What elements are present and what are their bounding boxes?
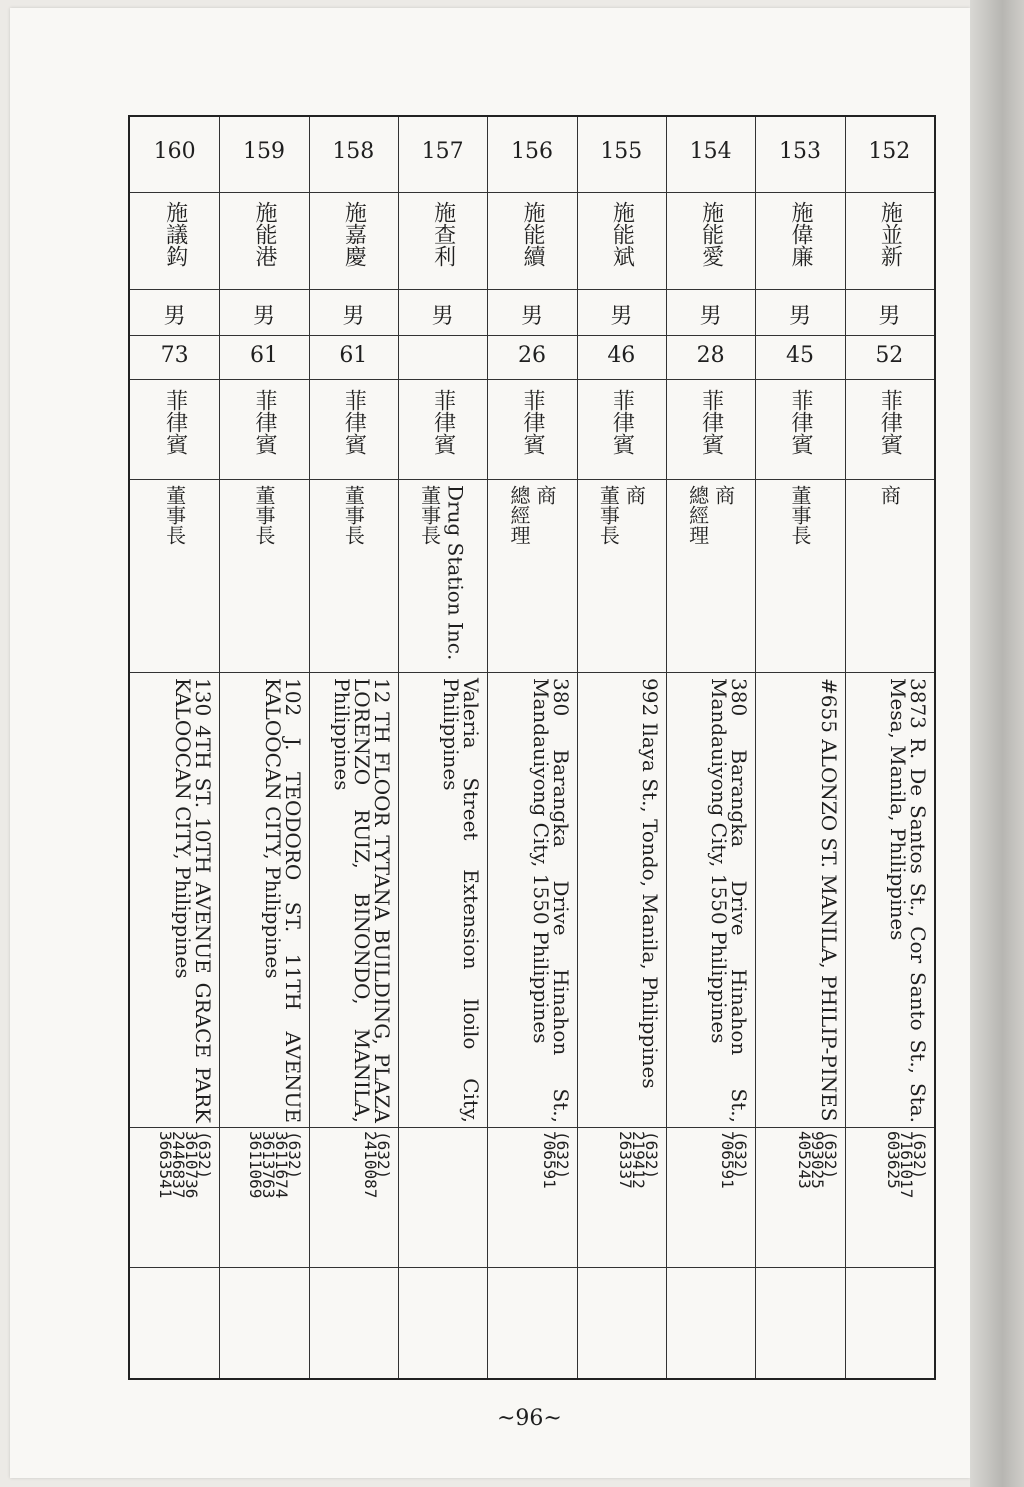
member-phone: (632) 7161017 603625 [883, 1131, 929, 1199]
table-row [845, 117, 934, 1378]
member-name: 施議鈎 [162, 201, 188, 267]
member-nationality: 菲律賓 [787, 389, 813, 455]
member-address: 992 Ilaya St., Tondo, Manila, Philippines [637, 678, 662, 1089]
member-address: 380 Barangka Drive Hinahon St., Mandauiyong City, 1550 Philippines [707, 678, 752, 1130]
member-title: 董事長 [787, 485, 812, 545]
member-name: 施偉廉 [787, 201, 813, 267]
member-age: 73 [160, 343, 189, 368]
member-sex: 男 [431, 304, 454, 329]
member-nationality: 菲律賓 [341, 389, 367, 455]
row-number: 156 [510, 139, 553, 164]
member-title: 商 總經理 [685, 485, 736, 545]
member-name: 施嘉慶 [341, 201, 367, 267]
member-nationality: 菲律賓 [251, 389, 277, 455]
row-number: 159 [242, 139, 285, 164]
member-sex: 男 [699, 304, 722, 329]
member-name: 施能愛 [698, 201, 724, 267]
table-row [130, 117, 219, 1378]
table-row [577, 117, 666, 1378]
member-sex: 男 [342, 304, 365, 329]
member-phone: (632) 993025 405243 [794, 1131, 840, 1189]
table-row [755, 117, 844, 1378]
table-row [219, 117, 308, 1378]
member-nationality: 菲律賓 [162, 389, 188, 455]
row-number: 160 [153, 139, 196, 164]
page-edge [970, 0, 1024, 1487]
member-phone: (632) 3610736 2446837 3663541 [156, 1131, 215, 1199]
member-phone [400, 1131, 479, 1265]
member-nationality: 菲律賓 [519, 389, 545, 455]
table-row [398, 117, 487, 1378]
page-number: ~96~ [497, 1406, 562, 1431]
member-table [128, 115, 936, 1380]
member-name: 施能港 [251, 201, 277, 267]
member-age: 26 [517, 343, 546, 368]
member-nationality: 菲律賓 [609, 389, 635, 455]
member-nationality: 菲律賓 [877, 389, 903, 455]
member-phone: (632) 2410087 [360, 1131, 393, 1199]
table-row [666, 117, 755, 1378]
member-title: 商 [877, 485, 902, 505]
member-phone: (632) 706591 [718, 1131, 751, 1189]
member-sex: 男 [610, 304, 633, 329]
member-phone: (632) 3611674 3613763 3611069 [245, 1131, 304, 1199]
member-nationality: 菲律賓 [430, 389, 456, 455]
member-address: 12 TH FLOOR TYTANA BUILDING, PLAZA LORENZO RUIZ, BINONDO, MANILA, Philippines [329, 678, 394, 1130]
member-name: 施能斌 [609, 201, 635, 267]
member-name: 施查利 [430, 201, 456, 267]
member-address: Valeria Street Extension Iloilo City, Philippines [439, 678, 484, 1130]
member-phone: (632) 219412 263337 [615, 1131, 661, 1189]
row-number: 152 [868, 139, 911, 164]
member-age: 52 [875, 343, 904, 368]
member-sex: 男 [520, 304, 543, 329]
member-age: 61 [249, 343, 278, 368]
table-row [487, 117, 576, 1378]
member-nationality: 菲律賓 [698, 389, 724, 455]
member-name: 施能續 [519, 201, 545, 267]
member-phone: (632) 706591 [539, 1131, 572, 1189]
member-age: 28 [696, 343, 725, 368]
member-sex: 男 [788, 304, 811, 329]
member-name: 施並新 [877, 201, 903, 267]
member-address: 102 J. TEODORO ST. 11TH AVENUE KALOOCAN CITY, Philippines [260, 678, 305, 1130]
member-age: 45 [785, 343, 814, 368]
member-age: 46 [607, 343, 636, 368]
member-address: 380 Barangka Drive Hinahon St., Mandauiyong City, 1550 Philippines [528, 678, 573, 1130]
member-title: Drug Station Inc. 董事長 [417, 485, 468, 661]
table-row [309, 117, 398, 1378]
row-number: 155 [600, 139, 643, 164]
row-number: 154 [689, 139, 732, 164]
member-sex: 男 [252, 304, 275, 329]
member-title: 董事長 [341, 485, 366, 545]
member-title: 董事長 [162, 485, 187, 545]
member-title: 董事長 [251, 485, 276, 545]
row-number: 157 [421, 139, 464, 164]
member-age: 61 [339, 343, 368, 368]
member-sex: 男 [878, 304, 901, 329]
member-sex: 男 [163, 304, 186, 329]
member-address: 130 4TH ST. 10TH AVENUE GRACE PARK KALOOCAN CITY, Philippines [171, 678, 216, 1130]
member-address: #655 ALONZO ST. MANILA, PHILIP-PINES [816, 678, 841, 1122]
member-title: 商 董事長 [596, 485, 647, 545]
member-address: 3873 R. De Santos St., Cor Santo St., Sta. Mesa, Manila, Philippines [885, 678, 930, 1130]
member-title: 商 總經理 [506, 485, 557, 545]
row-number: 153 [778, 139, 821, 164]
row-number: 158 [332, 139, 375, 164]
